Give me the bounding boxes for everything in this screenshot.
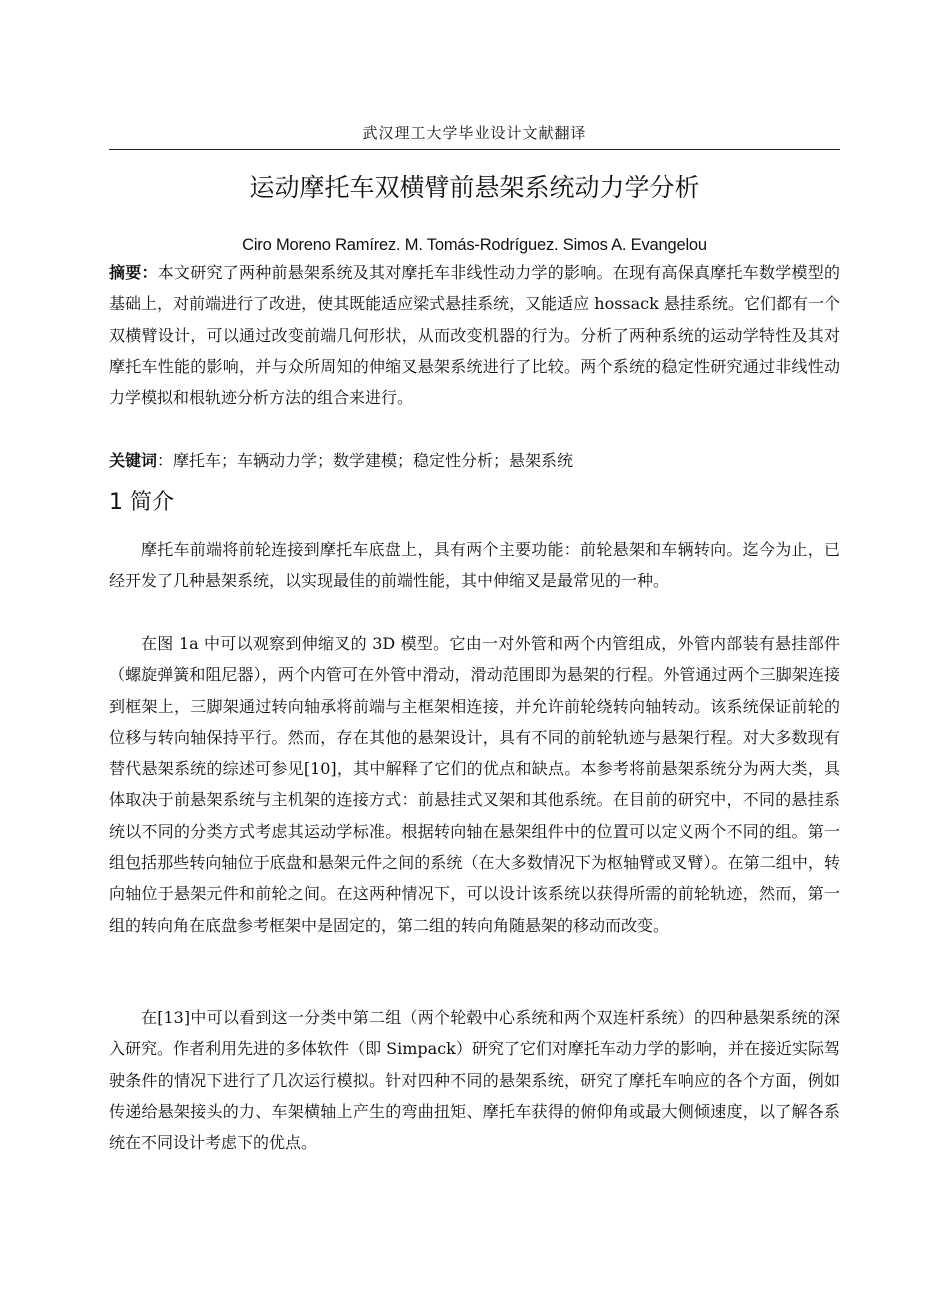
abstract-paragraph xyxy=(109,257,840,413)
running-header: 武汉理工大学毕业设计文献翻译 xyxy=(362,124,587,142)
keywords-text: ：摩托车；车辆动力学；数学建模；稳定性分析；悬架系统 xyxy=(157,451,574,470)
header-divider xyxy=(109,149,840,150)
body-paragraph: 摩托车前端将前轮连接到摩托车底盘上，具有两个主要功能：前轮悬架和车辆转向。迄今为止，已经开发了几种悬架系统，以实现最佳的前端性能，其中伸缩叉是最常见的一种。 xyxy=(109,540,840,591)
keywords-paragraph xyxy=(109,445,840,476)
paper-title: 运动摩托车双横臂前悬架系统动力学分析 xyxy=(249,173,700,202)
author-list: Ciro Moreno Ramírez. M. Tomás-Rodríguez. Simos A. Evangelou xyxy=(242,236,707,254)
abstract-label: 摘要： xyxy=(109,263,158,282)
keywords-label: 关键词 xyxy=(109,451,158,470)
abstract-text: 本文研究了两种前悬架系统及其对摩托车非线性动力学的影响。在现有高保真摩托车数学模型的基础上，对前端进行了改进，使其既能适应梁式悬挂系统，又能适应 hossack 悬挂系统。它们都有一个双横臂设计，可以通过改变前端几何形状，从而改变机器的行为。分析了两种系统的运动学特性及其对摩托车性能的影响，并与众所周知的伸缩叉悬架系统进行了比较。两个系统的稳定性研究通过非线性动力学模拟和根轨迹分析方法的组合来进行。 xyxy=(109,263,840,408)
body-paragraph: 在[13]中可以看到这一分类中第二组（两个轮毂中心系统和两个双连杆系统）的四种悬架系统的深入研究。作者利用先进的多体软件（即 Simpack）研究了它们对摩托车动力学的影响，并在接近实际驾驶条件的情况下进行了几次运行模拟。针对四种不同的悬架系统，研究了摩托车响应的各个方面，例如传递给悬架接头的力、车架横轴上产生的弯曲扭矩、摩托车获得的俯仰角或最大侧倾速度，以了解各系统在不同设计考虑下的优点。 xyxy=(109,1008,840,1153)
body-paragraph: 在图 1a 中可以观察到伸缩叉的 3D 模型。它由一对外管和两个内管组成，外管内部装有悬挂部件（螺旋弹簧和阻尼器），两个内管可在外管中滑动，滑动范围即为悬架的行程。外管通过两个三脚架连接到框架上，三脚架通过转向轴承将前端与主框架相连接，并允许前轮绕转向轴转动。该系统保证前轮的位移与转向轴保持平行。然而，存在其他的悬架设计，具有不同的前轮轨迹与悬架行程。对大多数现有替代悬架系统的综述可参见[10]，其中解释了它们的优点和缺点。本参考将前悬架系统分为两大类，具体取决于前悬架系统与主机架的连接方式：前悬挂式叉架和其他系统。在目前的研究中，不同的悬挂系统以不同的分类方式考虑其运动学标准。根据转向轴在悬架组件中的位置可以定义两个不同的组。第一组包括那些转向轴位于底盘和悬架元件之间的系统（在大多数情况下为枢轴臂或叉臂）。在第二组中，转向轴位于悬架元件和前轮之间。在这两种情况下，可以设计该系统以获得所需的前轮轨迹，然而，第一组的转向角在底盘参考框架中是固定的，第二组的转向角随悬架的移动而改变。 xyxy=(109,634,840,935)
section-heading-introduction: 1 简介 xyxy=(109,490,174,515)
